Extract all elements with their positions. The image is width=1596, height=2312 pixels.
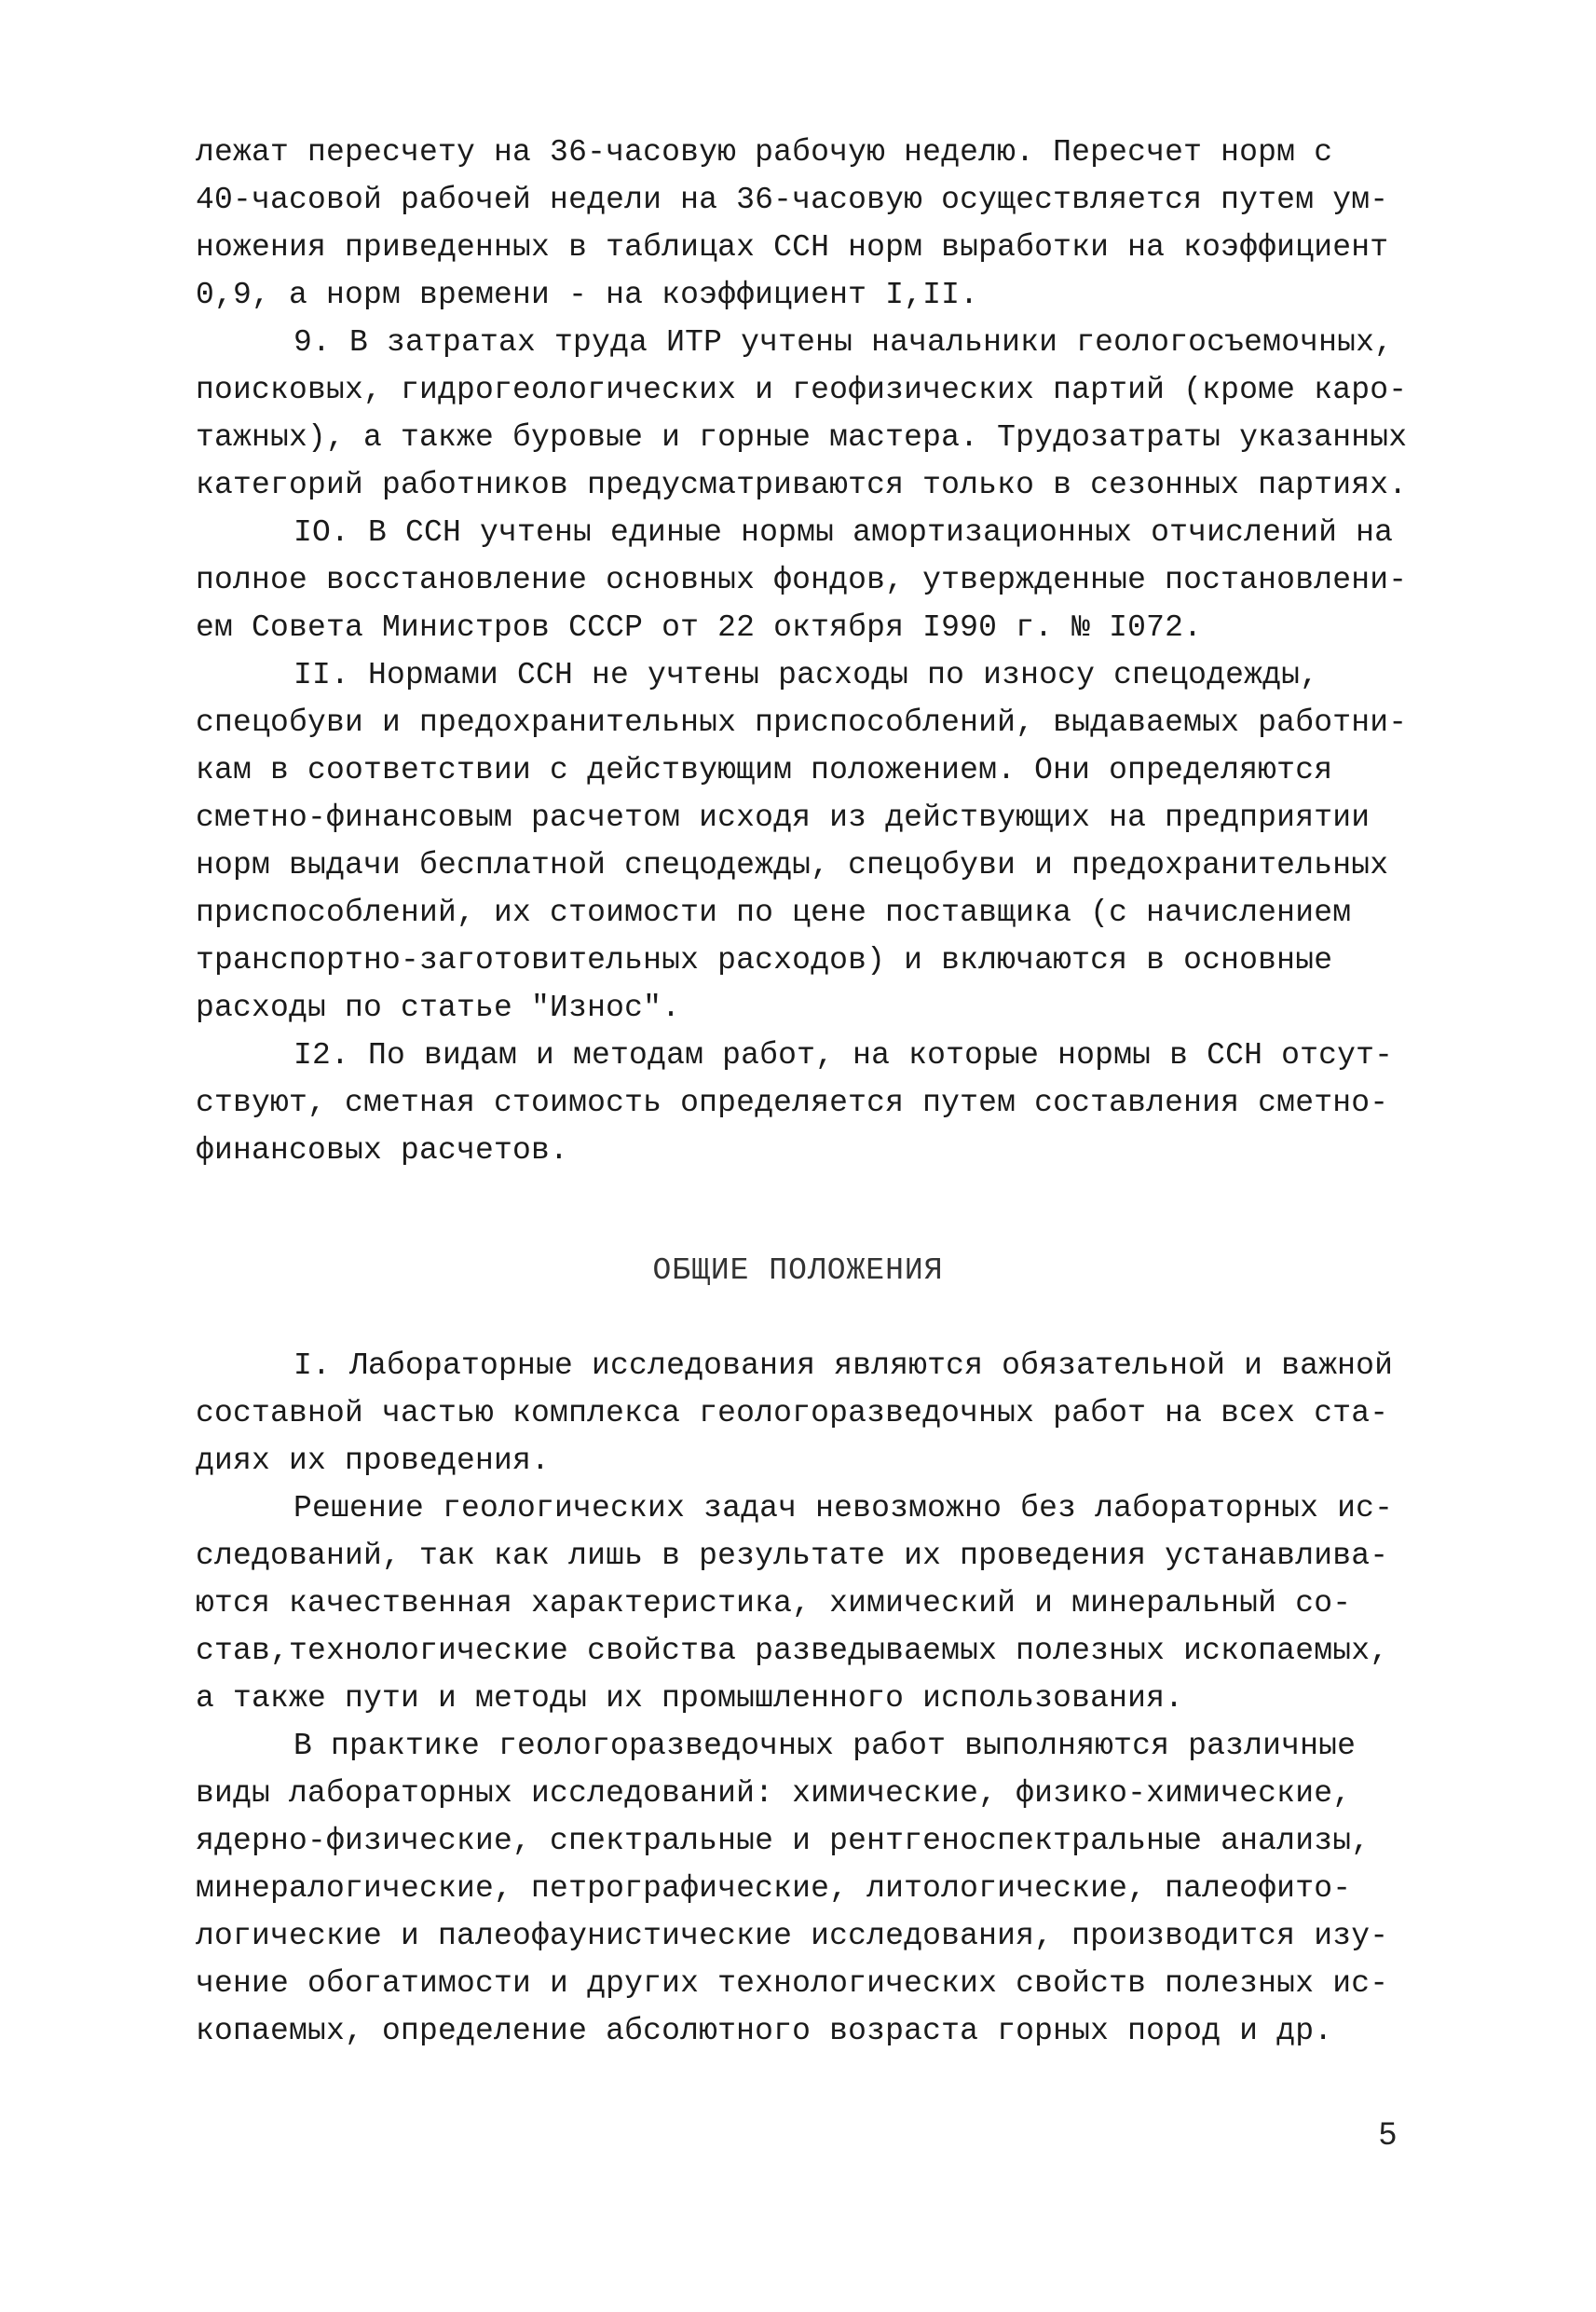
paragraph-11-start: II. Нормами ССН не учтены расходы по износу спецодежды, — [293, 658, 1319, 692]
text-line: следований, так как лишь в результате их проведения устанавлива- — [196, 1539, 1389, 1573]
text-line: приспособлений, их стоимости по цене поставщика (с начислением — [196, 896, 1352, 930]
text-line: минералогические, петрографические, литологические, палеофито- — [196, 1871, 1352, 1906]
paragraph-9-start: 9. В затратах труда ИТР учтены начальники геологосъемочных, — [293, 325, 1394, 360]
text-line: спецобуви и предохранительных приспособлений, выдаваемых работни- — [196, 705, 1408, 740]
text-line: став,технологические свойства разведываемых полезных ископаемых, — [196, 1634, 1389, 1668]
text-line: диях их проведения. — [196, 1443, 551, 1478]
paragraph-10-start: IO. В ССН учтены единые нормы амортизационных отчислений на — [293, 515, 1394, 550]
paragraph-start: В практике геологоразведочных работ выполняются различные — [293, 1729, 1357, 1763]
paragraph-12-start: I2. По видам и методам работ, на которые нормы в ССН отсут- — [293, 1038, 1394, 1073]
text-line: логические и палеофаунистические исследования, производится изу- — [196, 1919, 1389, 1953]
text-line: тажных), а также буровые и горные мастера. Трудозатраты указанных — [196, 420, 1408, 455]
text-line: норм выдачи бесплатной спецодежды, спецобуви и предохранительных — [196, 848, 1389, 882]
text-line: чение обогатимости и других технологических свойств полезных ис- — [196, 1966, 1389, 2001]
text-line: копаемых, определение абсолютного возраста горных пород и др. — [196, 2014, 1333, 2048]
text-line: кам в соответствии с действующим положением. Они определяются — [196, 753, 1333, 787]
section-norms-notes — [196, 129, 1444, 1174]
text-line: 0,9, а норм времени - на коэффициент I,II. — [196, 278, 979, 312]
text-line: ядерно-физические, спектральные и рентгеноспектральные анализы, — [196, 1824, 1371, 1858]
text-line: поисковых, гидрогеологических и геофизических партий (кроме каро- — [196, 373, 1408, 407]
text-line: финансовых расчетов. — [196, 1133, 569, 1168]
section-heading: ОБЩИЕ ПОЛОЖЕНИЯ — [652, 1253, 944, 1288]
text-line: составной частью комплекса геологоразведочных работ на всех ста- — [196, 1396, 1389, 1430]
text-line: полное восстановление основных фондов, утвержденные постановлени- — [196, 563, 1408, 597]
text-line: ем Совета Министров СССР от 22 октября I990 г. № I072. — [196, 610, 1203, 645]
paragraph-1-start: I. Лабораторные исследования являются обязательной и важной — [293, 1348, 1394, 1383]
text-line: ствуют, сметная стоимость определяется путем составления сметно- — [196, 1086, 1389, 1120]
paragraph-start: Решение геологических задач невозможно без лабораторных ис- — [293, 1491, 1394, 1525]
text-line: 40-часовой рабочей недели на 36-часовую осуществляется путем ум- — [196, 183, 1389, 217]
text-line: виды лабораторных исследований: химические, физико-химические, — [196, 1776, 1352, 1811]
text-line: транспортно-заготовительных расходов) и включаются в основные — [196, 943, 1333, 978]
section-general-provisions — [196, 1342, 1444, 2055]
text-line: категорий работников предусматриваются только в сезонных партиях. — [196, 468, 1408, 502]
page-number: 5 — [1379, 2116, 1397, 2152]
text-line: расходы по статье "Износ". — [196, 991, 681, 1025]
text-line: ножения приведенных в таблицах ССН норм выработки на коэффициент — [196, 230, 1389, 265]
text-line: а также пути и методы их промышленного использования. — [196, 1681, 1184, 1716]
text-line: сметно-финансовым расчетом исходя из действующих на предприятии — [196, 800, 1371, 835]
text-line: ются качественная характеристика, химический и минеральный со- — [196, 1586, 1352, 1621]
text-line: лежат пересчету на 36-часовую рабочую неделю. Пересчет норм с — [196, 135, 1333, 170]
